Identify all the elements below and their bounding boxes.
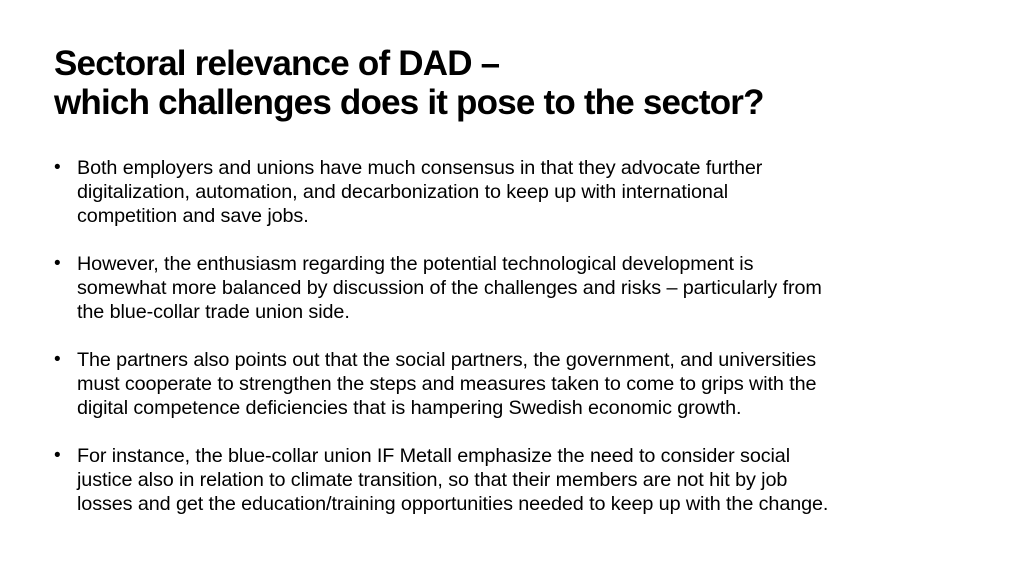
bullet-text-line: somewhat more balanced by discussion of the challenges and risks – particularly from bbox=[77, 277, 822, 299]
slide-title-line: which challenges does it pose to the sector? bbox=[54, 83, 764, 122]
slide-title-line: Sectoral relevance of DAD – bbox=[54, 44, 500, 83]
bullet-text-line: losses and get the education/training opportunities needed to keep up with the change. bbox=[77, 493, 829, 515]
bullet-text-line: For instance, the blue-collar union IF Metall emphasize the need to consider social bbox=[77, 445, 791, 467]
bullet-list bbox=[54, 156, 984, 540]
bullet-item bbox=[54, 348, 984, 420]
bullet-text-line: digital competence deficiencies that is hampering Swedish economic growth. bbox=[77, 397, 742, 419]
bullet-item bbox=[54, 252, 984, 324]
bullet-text-line: The partners also points out that the social partners, the government, and universities bbox=[77, 349, 817, 371]
bullet-text-line: Both employers and unions have much consensus in that they advocate further bbox=[77, 157, 763, 179]
bullet-item bbox=[54, 156, 984, 228]
bullet-text-line: justice also in relation to climate transition, so that their members are not hit by job bbox=[77, 469, 788, 491]
slide-title bbox=[54, 44, 994, 122]
bullet-text-line: However, the enthusiasm regarding the potential technological development is bbox=[77, 253, 754, 275]
bullet-dot-icon: • bbox=[54, 253, 61, 274]
bullet-text-line: must cooperate to strengthen the steps and measures taken to come to grips with the bbox=[77, 373, 817, 395]
bullet-dot-icon: • bbox=[54, 157, 61, 178]
bullet-dot-icon: • bbox=[54, 349, 61, 370]
bullet-item bbox=[54, 444, 984, 516]
bullet-text-line: digitalization, automation, and decarbonization to keep up with international bbox=[77, 181, 729, 203]
bullet-dot-icon: • bbox=[54, 445, 61, 466]
bullet-text-line: competition and save jobs. bbox=[77, 205, 309, 227]
bullet-text-line: the blue-collar trade union side. bbox=[77, 301, 350, 323]
